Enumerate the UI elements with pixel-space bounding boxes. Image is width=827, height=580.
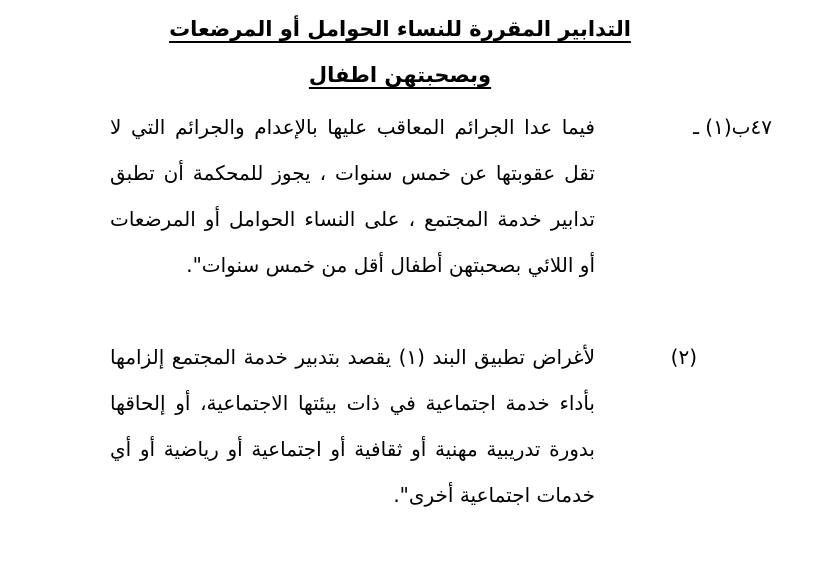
- clause-2-marker: (٢): [670, 345, 697, 369]
- clause-1-marker: ٤٧ب(١) ـ: [693, 115, 772, 139]
- clause-2-text: لأغراض تطبيق البند (١) يقصد بتدبير خدمة المجتمع إلزامها بأداء خدمة اجتماعية في ذات بيئتها الاجتماعية، أو إلحاقها بدورة تدريبية مهنية أو ثقافية أو اجتماعية أو رياضية أو أي خدمات اجتماعية أخرى".: [110, 345, 596, 507]
- heading-line-2: وبصحبتهن اطفال: [308, 63, 492, 87]
- clause-1-text: فيما عدا الجرائم المعاقب عليها بالإعدام والجرائم التي لا تقل عقوبتها عن خمس سنوات ، يجوز للمحكمة أن تطبق تدابير خدمة المجتمع ، على النساء الحوامل أو المرضعات أو اللائي بصحبتهن أطفال أقل من خمس سنوات".: [110, 115, 595, 277]
- heading-line-1: التدابير المقررة للنساء الحوامل أو المرضعات: [169, 17, 631, 41]
